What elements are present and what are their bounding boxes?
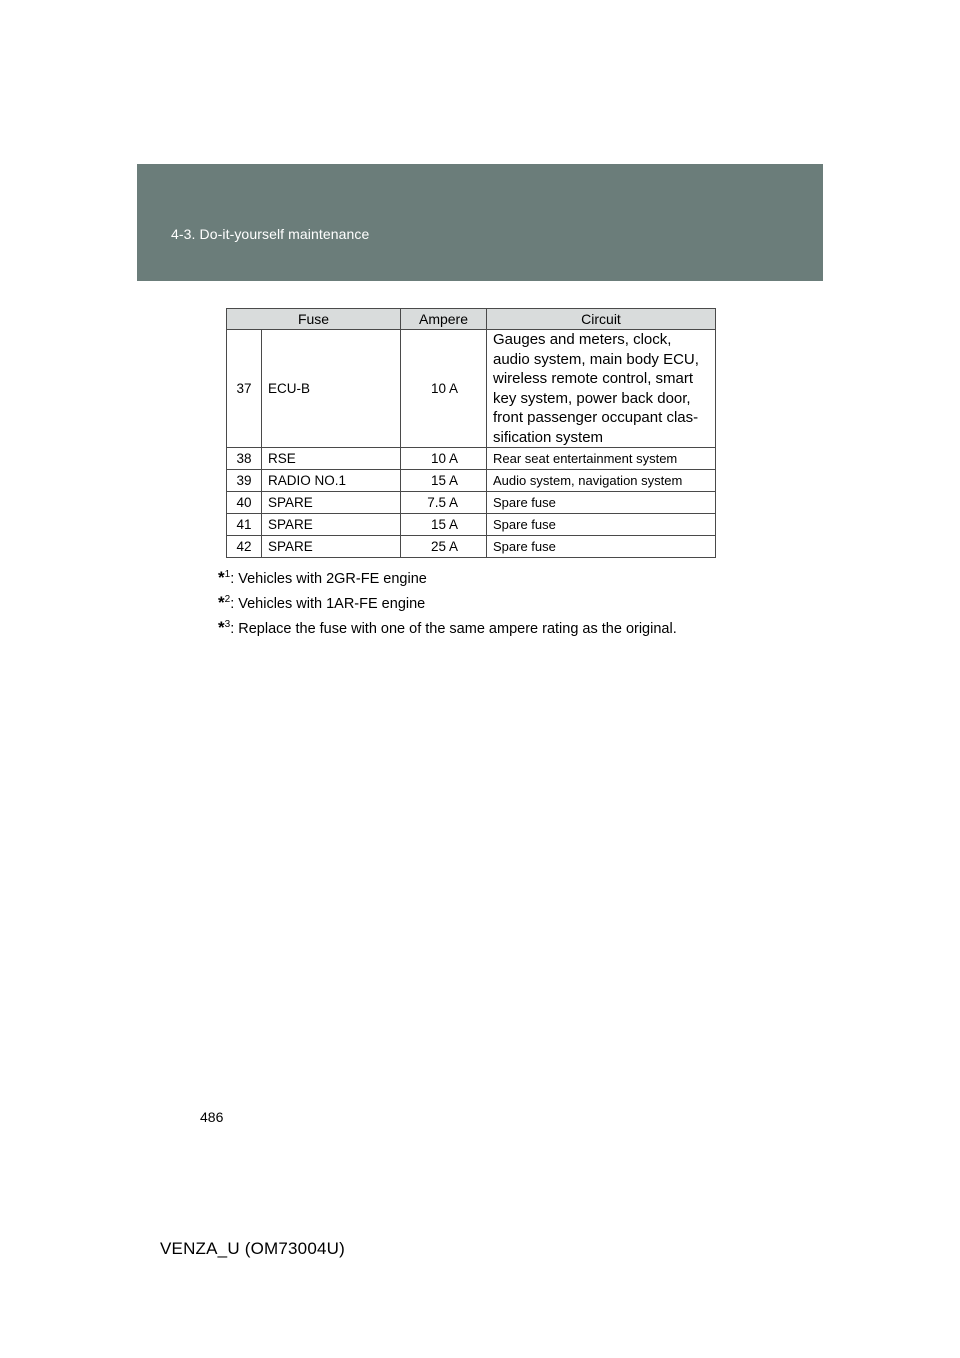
fuse-ampere: 7.5 A	[401, 492, 487, 514]
footnote-2	[218, 587, 677, 612]
asterisk-mark: *	[218, 593, 225, 612]
footnote-text: : Vehicles with 2GR-FE engine	[230, 571, 427, 587]
fuse-number: 38	[227, 448, 262, 470]
section-header-band	[137, 164, 823, 281]
fuse-number: 39	[227, 470, 262, 492]
column-header-circuit: Circuit	[487, 309, 716, 330]
footnote-number: 2	[224, 594, 231, 605]
fuse-circuit: Audio system, navigation system	[487, 470, 716, 492]
fuse-circuit: Spare fuse	[487, 492, 716, 514]
column-header-ampere: Ampere	[401, 309, 487, 330]
fuse-name: RSE	[262, 448, 401, 470]
fuse-name: SPARE	[262, 514, 401, 536]
fuse-ampere: 15 A	[401, 514, 487, 536]
asterisk-mark: *	[218, 618, 225, 637]
document-code: VENZA_U (OM73004U)	[160, 1239, 345, 1258]
column-header-fuse: Fuse	[227, 309, 401, 330]
table-row	[227, 514, 716, 536]
fuse-ampere: 25 A	[401, 536, 487, 558]
fuse-circuit: Spare fuse	[487, 514, 716, 536]
fuse-name: RADIO NO.1	[262, 470, 401, 492]
fuse-name: SPARE	[262, 536, 401, 558]
footnote-text: : Vehicles with 1AR-FE engine	[230, 596, 426, 612]
asterisk-mark: *	[218, 568, 225, 587]
table-row	[227, 536, 716, 558]
table-row	[227, 470, 716, 492]
footnote-number: 1	[224, 569, 231, 580]
fuse-circuit: Spare fuse	[487, 536, 716, 558]
footnote-text: : Replace the fuse with one of the same ampere rating as the original.	[230, 621, 677, 637]
table-row	[227, 330, 716, 448]
fuse-number: 40	[227, 492, 262, 514]
table-row	[227, 492, 716, 514]
table-header-row	[227, 309, 716, 330]
fuse-number: 37	[227, 330, 262, 448]
fuse-ampere: 15 A	[401, 470, 487, 492]
fuse-circuit: Rear seat entertainment system	[487, 448, 716, 470]
fuse-circuit: Gauges and meters, clock, audio system, main body ECU, wireless remote control, smart key system, power back door, front passenger occupant clas-sification system	[487, 330, 716, 448]
page-number: 486	[200, 1109, 224, 1125]
fuse-number: 41	[227, 514, 262, 536]
section-title: 4-3. Do-it-yourself maintenance	[171, 226, 370, 242]
footnote-3	[218, 612, 677, 637]
fuse-ampere: 10 A	[401, 330, 487, 448]
fuse-name: ECU-B	[262, 330, 401, 448]
footnotes	[218, 562, 677, 637]
fuse-ampere: 10 A	[401, 448, 487, 470]
table-row	[227, 448, 716, 470]
footnote-1	[218, 562, 677, 587]
fuse-table	[226, 308, 716, 558]
footnote-number: 3	[224, 619, 231, 630]
fuse-name: SPARE	[262, 492, 401, 514]
fuse-number: 42	[227, 536, 262, 558]
